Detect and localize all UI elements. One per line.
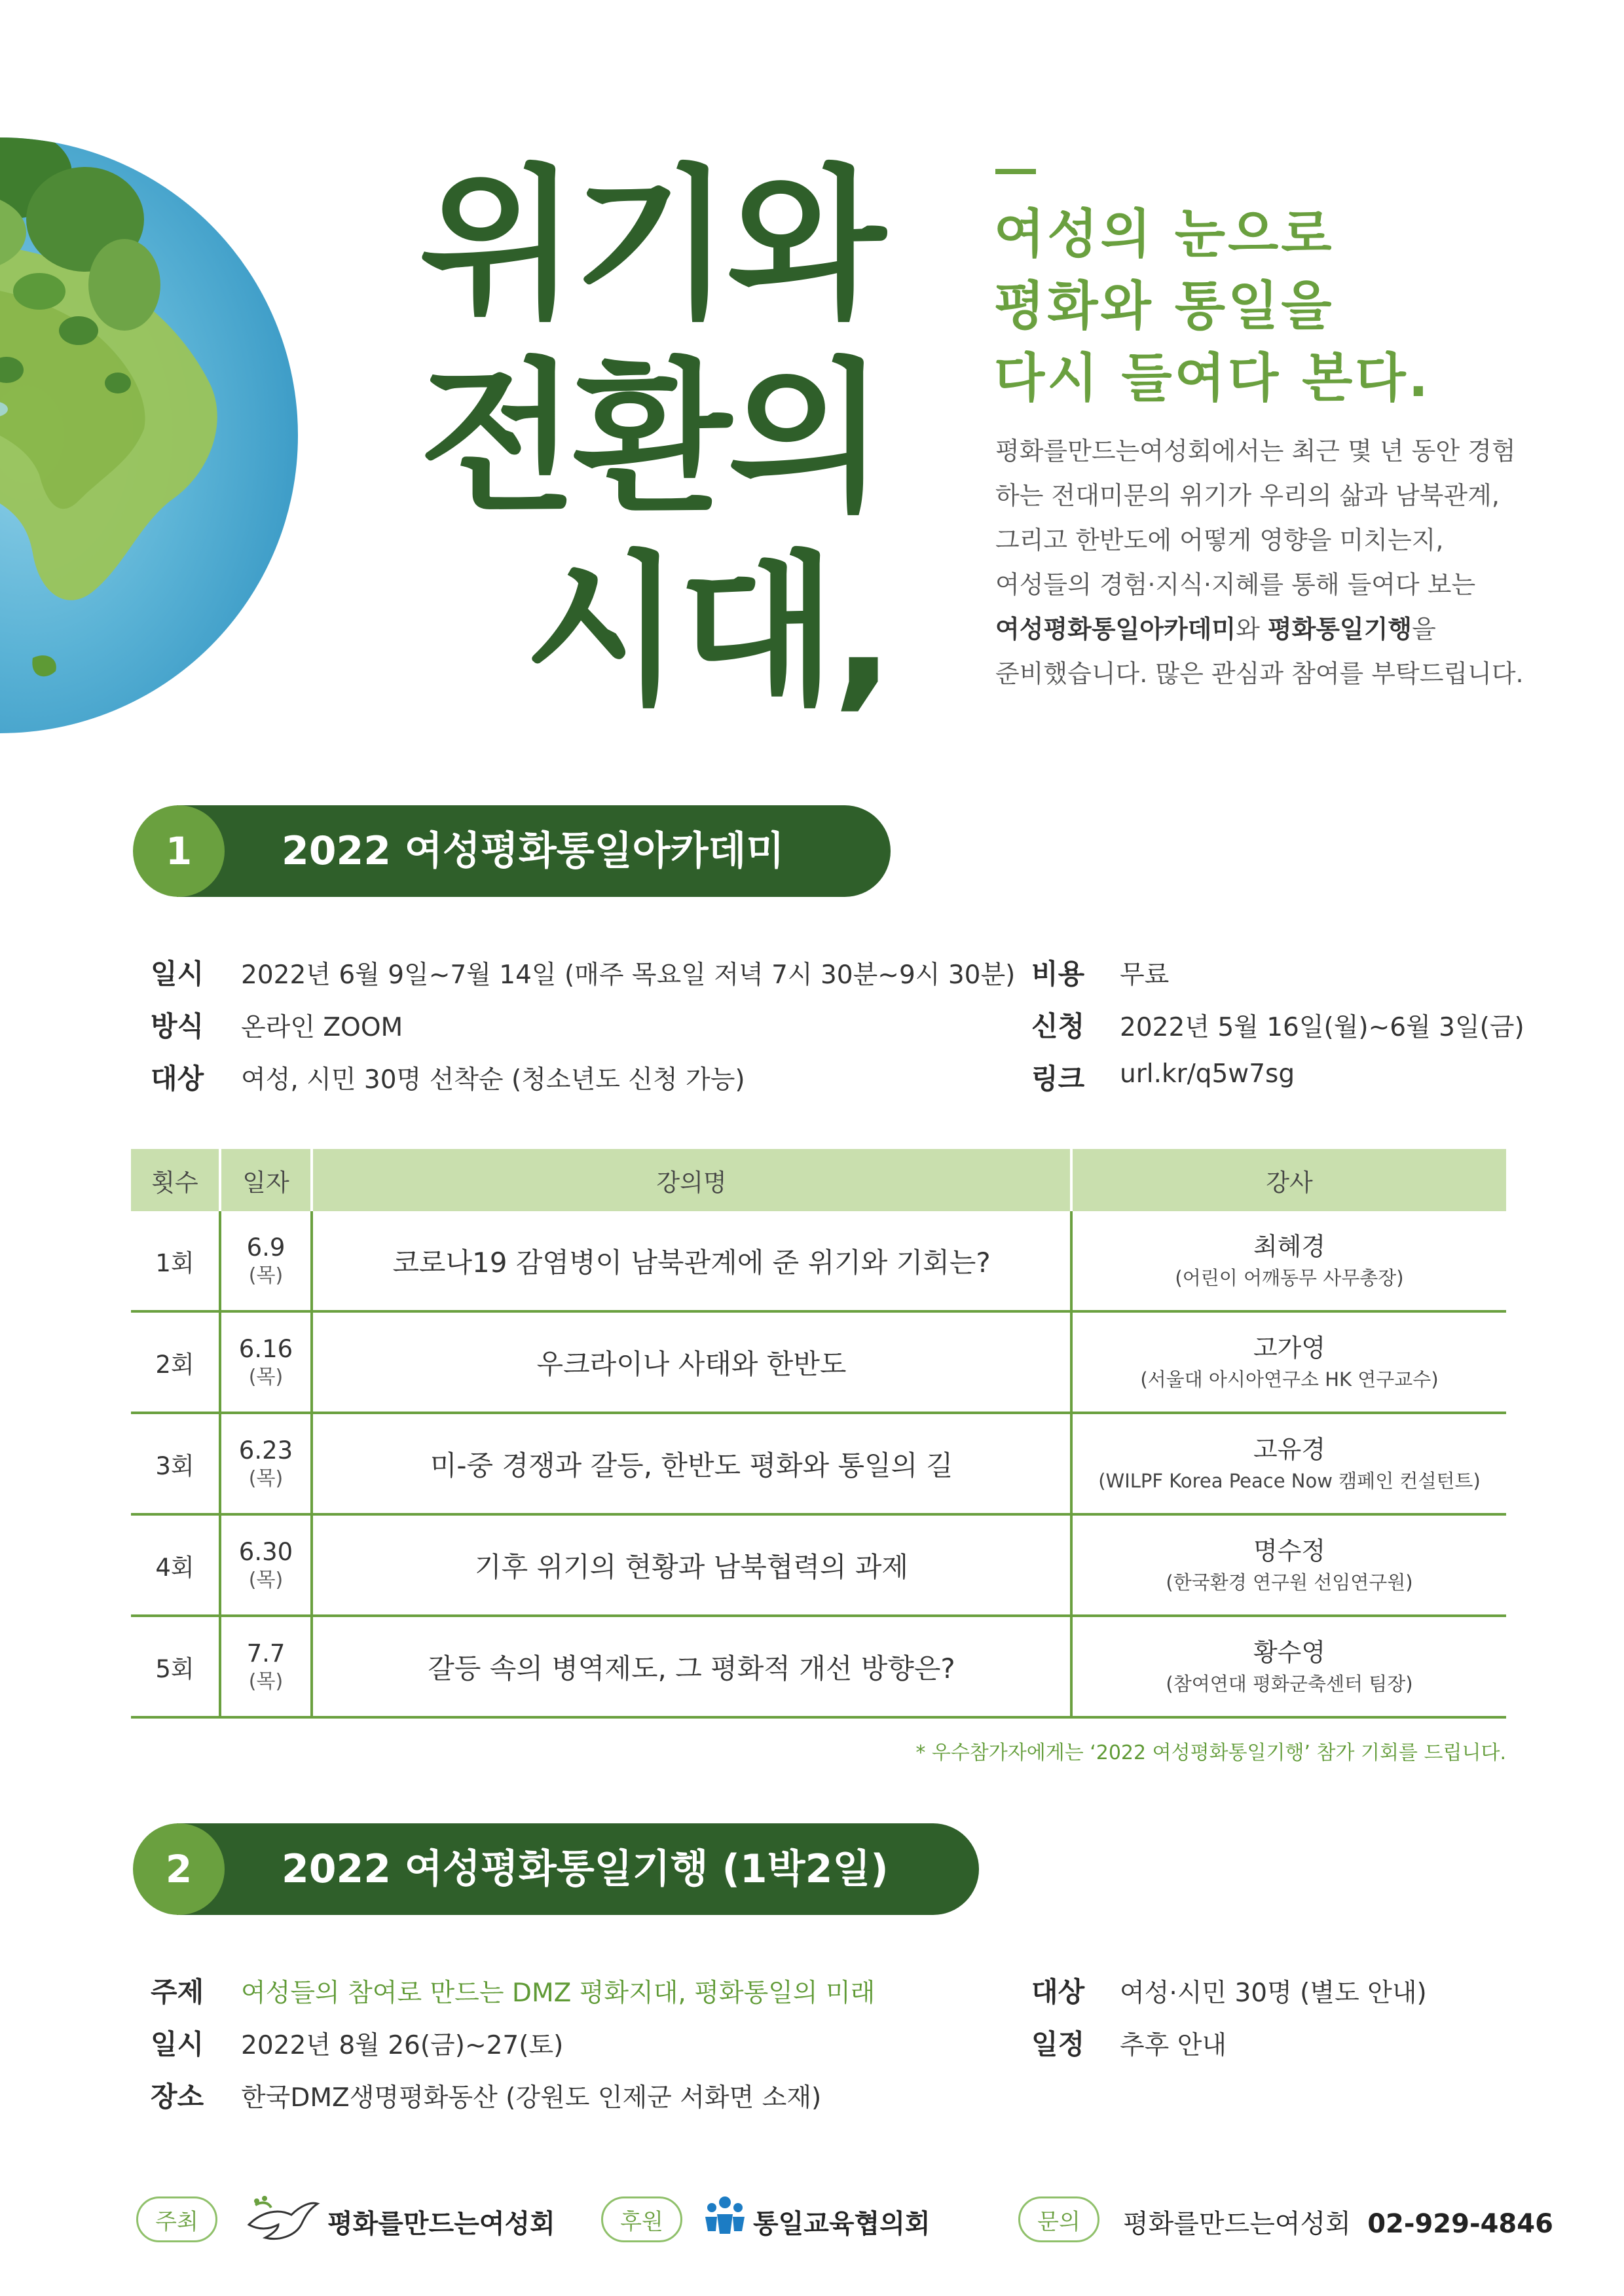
- lecture-title-cell: 갈등 속의 병역제도, 그 평화적 개선 방향은?: [313, 1617, 1073, 1716]
- instructor-cell: 고가영 (서울대 아시아연구소 HK 연구교수): [1140, 1333, 1439, 1391]
- info-label: 신청: [1031, 1010, 1085, 1042]
- subtitle-line-2: 평화와 통일을: [994, 276, 1335, 337]
- info-label: 대상: [1031, 1976, 1085, 2008]
- contact-phone[interactable]: 02-929-4846: [1367, 2209, 1553, 2239]
- instructor-cell: 고유경 (WILPF Korea Peace Now 캠페인 컨설턴트): [1098, 1434, 1481, 1492]
- lecture-title-cell: 코로나19 감염병이 남북관계에 준 위기와 기회는?: [313, 1211, 1073, 1310]
- instructor-cell: 명수정 (한국환경 연구원 선임연구원): [1166, 1536, 1413, 1594]
- info-label: 장소: [151, 2081, 204, 2113]
- info-value: 온라인 ZOOM: [241, 1013, 403, 1042]
- table-row: [131, 1313, 1506, 1414]
- info-value: 무료: [1120, 960, 1170, 990]
- info-label: 대상: [151, 1063, 204, 1095]
- table-row: [131, 1414, 1506, 1516]
- lecture-title-cell: 우크라이나 사태와 한반도: [313, 1313, 1073, 1412]
- column-header: 강의명: [313, 1149, 1073, 1211]
- section1-title: 2022 여성평화통일아카데미: [282, 828, 784, 874]
- instructor-cell: 최혜경 (어린이 어깨동무 사무총장): [1175, 1231, 1404, 1289]
- contact-org: 평화를만드는여성회: [1123, 2209, 1351, 2239]
- intro-highlight: 평화통일기행: [1267, 615, 1412, 644]
- host-org: 평화를만드는여성회: [327, 2209, 555, 2239]
- info-value: 2022년 8월 26(금)~27(토): [241, 2031, 564, 2060]
- intro-line: 여성평화통일아카데미와 평화통일기행을: [995, 615, 1436, 644]
- info-label: 비용: [1031, 958, 1085, 990]
- intro-paragraph: [995, 429, 1585, 696]
- globe-illustration: [0, 134, 301, 737]
- table-header-row: [131, 1149, 1506, 1211]
- session-cell: 1회: [131, 1211, 221, 1310]
- title-line-3: 시대,: [524, 536, 891, 727]
- column-header: 강사: [1266, 1168, 1313, 1197]
- sponsor-org: 통일교육협의회: [753, 2209, 931, 2239]
- intro-highlight: 여성평화통일아카데미: [995, 615, 1236, 644]
- intro-line: 하는 전대미문의 위기가 우리의 삶과 남북관계,: [995, 481, 1500, 510]
- intro-line: 여성들의 경험·지식·지혜를 통해 들여다 보는: [995, 570, 1476, 599]
- session-cell: 3회: [131, 1414, 221, 1513]
- contact-badge: 문의: [1018, 2196, 1099, 2242]
- dove-logo-icon: [242, 2192, 321, 2247]
- info-label: 일정: [1031, 2028, 1085, 2060]
- schedule-table: [131, 1149, 1506, 1719]
- session-cell: 4회: [131, 1516, 221, 1614]
- section2-title: 2022 여성평화통일기행 (1박2일): [282, 1846, 889, 1892]
- info-value: 여성들의 참여로 만드는 DMZ 평화지대, 평화통일의 미래: [241, 1978, 876, 2008]
- info-value: 추후 안내: [1120, 2031, 1227, 2060]
- date-cell: 6.16 (목): [221, 1313, 313, 1412]
- sponsor-badge: 후원: [601, 2196, 682, 2242]
- intro-line: 평화를만드는여성회에서는 최근 몇 년 동안 경험: [995, 437, 1516, 465]
- title-line-2: 전환의: [419, 343, 882, 534]
- info-value: 여성, 시민 30명 선착순 (청소년도 신청 가능): [241, 1065, 745, 1095]
- info-value link-text[interactable]: url.kr/q5w7sg: [1120, 1059, 1295, 1089]
- info-label: 일시: [151, 958, 204, 990]
- info-value: 한국DMZ생명평화동산 (강원도 인제군 서화면 소재): [241, 2083, 822, 2113]
- column-header: 횟수: [131, 1149, 221, 1211]
- intro-line: 그리고 한반도에 어떻게 영향을 미치는지,: [995, 526, 1444, 555]
- subtitle-line-1: 여성의 눈으로: [994, 204, 1335, 264]
- lecture-title-cell: 미-중 경쟁과 갈등, 한반도 평화와 통일의 길: [313, 1414, 1073, 1513]
- info-value: 여성·시민 30명 (별도 안내): [1120, 1978, 1427, 2008]
- instructor-cell: 황수영 (참여연대 평화군축센터 팀장): [1166, 1637, 1413, 1695]
- table-row: [131, 1516, 1506, 1617]
- date-cell: 6.9 (목): [221, 1211, 313, 1310]
- date-cell: 6.30 (목): [221, 1516, 313, 1614]
- info-value: 2022년 5월 16일(월)~6월 3일(금): [1120, 1013, 1524, 1042]
- subtitle-line-3: 다시 들여다 본다.: [994, 348, 1431, 409]
- lecture-title-cell: 기후 위기의 현황과 남북협력의 과제: [313, 1516, 1073, 1614]
- column-header: 일자: [221, 1149, 313, 1211]
- contact-info: [1123, 2203, 1553, 2240]
- info-label: 방식: [151, 1010, 204, 1042]
- date-cell: 7.7 (목): [221, 1617, 313, 1716]
- accent-bar: [995, 169, 1036, 174]
- intro-line: 준비했습니다. 많은 관심과 참여를 부탁드립니다.: [995, 659, 1524, 688]
- section2-number: 2: [133, 1823, 225, 1915]
- info-label: 주제: [151, 1976, 204, 2008]
- table-row: [131, 1211, 1506, 1313]
- info-label: 링크: [1031, 1063, 1085, 1095]
- date-cell: 6.23 (목): [221, 1414, 313, 1513]
- session-cell: 5회: [131, 1617, 221, 1716]
- info-value: 2022년 6월 9일~7월 14일 (매주 목요일 저녁 7시 30분~9시 30분): [241, 960, 1016, 990]
- host-badge: 주최: [136, 2196, 217, 2242]
- session-cell: 2회: [131, 1313, 221, 1412]
- table-row: [131, 1617, 1506, 1719]
- info-label: 일시: [151, 2028, 204, 2060]
- section1-number: 1: [133, 805, 225, 897]
- table-footnote: * 우수참가자에게는 ‘2022 여성평화통일기행’ 참가 기회를 드립니다.: [915, 1741, 1506, 1764]
- title-line-1: 위기와: [419, 150, 882, 340]
- people-logo-icon: [704, 2195, 746, 2240]
